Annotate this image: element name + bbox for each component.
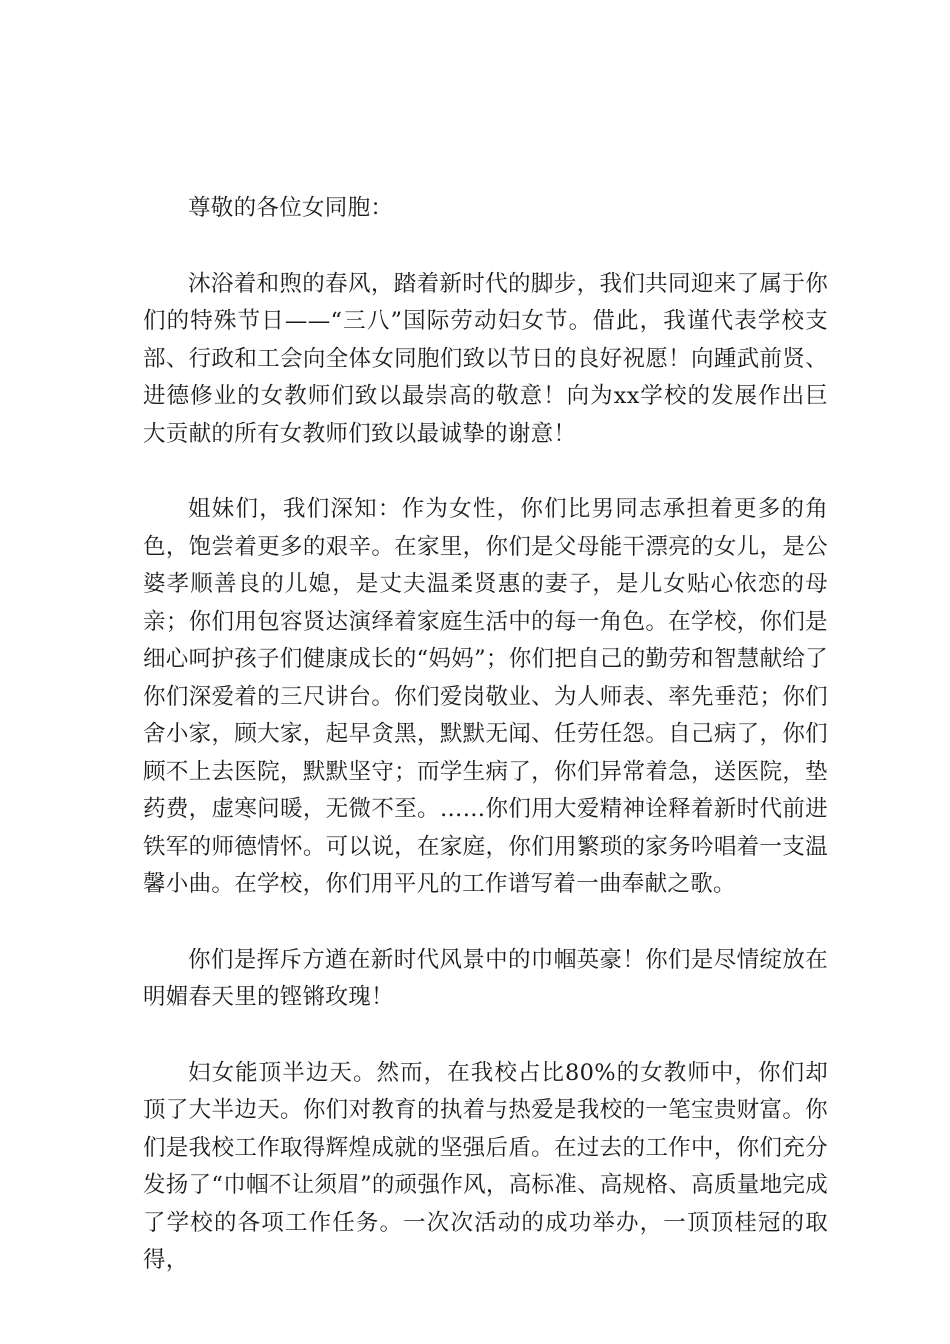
- paragraph-sisters: 姐妹们，我们深知：作为女性，你们比男同志承担着更多的角色，饱尝着更多的艰辛。在家里，你们是父母能干漂亮的女儿，是公婆孝顺善良的儿媳，是丈夫温柔贤惠的妻子，是儿女贴心依恋的母亲；你们用包容贤达演绎着家庭生活中的每一角色。在学校，你们是细心呵护孩子们健康成长的“妈妈”；你们把自己的勤劳和智慧献给了你们深爱着的三尺讲台。你们爱岗敬业、为人师表、率先垂范；你们舍小家，顾大家，起早贪黑，默默无闻、任劳任怨。自己病了，你们顾不上去医院，默默坚守；而学生病了，你们异常着急，送医院，垫药费，虚寒问暖，无微不至。……你们用大爱精神诠释着新时代前进铁军的师德情怀。可以说，在家庭，你们用繁琐的家务吟唱着一支温馨小曲。在学校，你们用平凡的工作谱写着一曲奉献之歌。: [143, 496, 828, 897]
- paragraph-greeting: 沐浴着和煦的春风，踏着新时代的脚步，我们共同迎来了属于你们的特殊节日——“三八”国际劳动妇女节。借此，我谨代表学校支部、行政和工会向全体女同胞们致以节日的良好祝愿！向踵武前贤、进德修业的女教师们致以最崇高的敬意！向为xx学校的发展作出巨大贡献的所有女教师们致以最诚挚的谢意！: [143, 270, 828, 447]
- paragraph-heroines: 你们是挥斥方遒在新时代风景中的巾帼英豪！你们是尽情绽放在明媚春天里的铿锵玫瑰！: [143, 946, 828, 1010]
- salutation: 尊敬的各位女同胞：: [188, 195, 394, 221]
- document-body: [143, 190, 828, 1318]
- paragraph-half-sky: 妇女能顶半边天。然而，在我校占比80%的女教师中，你们却顶了大半边天。你们对教育的执着与热爱是我校的一笔宝贵财富。你们是我校工作取得辉煌成就的坚强后盾。在过去的工作中，你们充分发扬了“巾帼不让须眉”的顽强作风，高标准、高规格、高质量地完成了学校的各项工作任务。一次次活动的成功举办，一顶顶桂冠的取得，: [143, 1059, 828, 1273]
